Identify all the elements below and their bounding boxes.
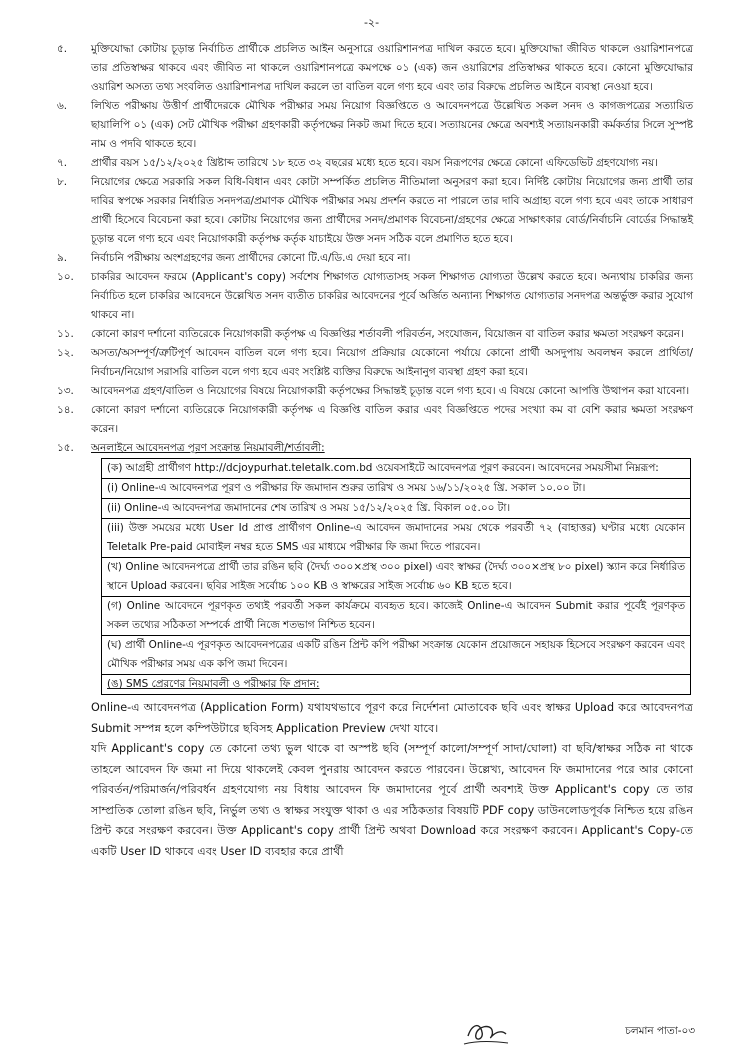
list-item: ১১. কোনো কারণ দর্শানো ব্যতিরেকে নিয়োগকারী কর্তৃপক্ষ এ বিজ্ঞপ্তির শর্তাবলী পরিবর্তন, সংযোজন, বিয়োজন বা বাতিল করার ক্ষমতা সংরক্ষণ করেন।: [57, 328, 684, 340]
online-rules-table: [57, 458, 693, 695]
paragraph: Online-এ আবেদনপত্র (Application Form) যথাযথভাবে পূরণ করে নির্দেশনা মোতাবেক ছবি এবং স্বাক্ষর Upload করে আবেদনপত্র Submit সম্পন্ন হলে কম্পিউটারে ছবিসহ Application Preview দেখা যাবে।: [91, 701, 693, 735]
item-text: অসত্য/অসম্পূর্ণ/ত্রুটিপূর্ণ আবেদন বাতিল বলে গণ্য হবে। নিয়োগ প্রক্রিয়ার যেকোনো পর্যায়ে কোনো প্রার্থী অসদুপায় অবলম্বন করলে প্রার্থিতা/নির্বাচন/নিয়োগ সরাসরি বাতিল বলে গণ্য হবে এবং সংশ্লিষ্ট ব্যক্তির বিরুদ্ধে আইনানুগ ব্যবস্থা গ্রহণ করা হবে।: [91, 347, 693, 378]
table-row: (iii) উক্ত সময়ের মধ্যে User Id প্রাপ্ত প্রার্থীগণ Online-এ আবেদন জমাদানের সময় থেকে পরবর্তী ৭২ (বাহাত্তর) ঘণ্টার মধ্যে যেকোন Teletalk Pre-paid মোবাইল নম্বর হতে SMS এর মাধ্যমে পরীক্ষার ফি জমা দিতে পারবেন।: [101, 518, 691, 557]
item-text: লিখিত পরীক্ষায় উত্তীর্ণ প্রার্থীদেরকে মৌখিক পরীক্ষার সময় নিয়োগ বিজ্ঞপ্তিতে ও আবেদনপত্রে উল্লেখিত সকল সনদ ও কাগজপত্রের সত্যায়িত ছায়ালিপি ০১ (এক) সেট মৌখিক পরীক্ষা গ্রহণকারী কর্তৃপক্ষের নিকট জমা দিতে হবে। সত্যায়নের ক্ষেত্রে অবশ্যই সত্যায়নকারী কর্মকর্তার সিলে সুস্পষ্ট নাম ও পদবি থাকতে হবে।: [91, 100, 693, 150]
table-row: (ঘ) প্রার্থী Online-এ পূরণকৃত আবেদনপত্রের একটি রঙিন প্রিন্ট কপি পরীক্ষা সংক্রান্ত যেকোন প্রয়োজনে সহায়ক হিসেবে সংরক্ষণ করবেন এবং মৌখিক পরীক্ষার সময় এক কপি জমা দিবেন।: [101, 635, 691, 674]
list-item: ৫. মুক্তিযোদ্ধা কোটায় চূড়ান্ত নির্বাচিত প্রার্থীকে প্রচলিত আইন অনুসারে ওয়ারিশানপত্র দাখিল করতে হবে। মুক্তিযোদ্ধা জীবিত থাকলে ওয়ারিশানপত্রে তার প্রতিস্বাক্ষর থাকবে এবং জীবিত না থাকলে ওয়ারিশানপত্রে কমপক্ষে ০১ (এক) জন ওয়ারিশের প্রতিস্বাক্ষর থাকতে হবে। কোনো মুক্তিযোদ্ধার ওয়ারিশ অসত্য তথ্য সংবলিত ওয়ারিশানপত্র দাখিল করলে তা বাতিল বলে গণ্য হবে এবং তার বিরুদ্ধে প্রচলিত আইনে ব্যবস্থা নেওয়া হবে।: [57, 43, 693, 93]
section-heading: অনলাইনে আবেদনপত্র পূরণ সংক্রান্ত নিয়মাবলী/শর্তাবলী:: [91, 442, 325, 454]
item-text: মুক্তিযোদ্ধা কোটায় চূড়ান্ত নির্বাচিত প্রার্থীকে প্রচলিত আইন অনুসারে ওয়ারিশানপত্র দাখিল করতে হবে। মুক্তিযোদ্ধা জীবিত থাকলে ওয়ারিশানপত্রে তার প্রতিস্বাক্ষর থাকবে এবং জীবিত না থাকলে ওয়ারিশানপত্রে কমপক্ষে ০১ (এক) জন ওয়ারিশের প্রতিস্বাক্ষর থাকতে হবে। কোনো মুক্তিযোদ্ধার ওয়ারিশ অসত্য তথ্য সংবলিত ওয়ারিশানপত্র দাখিল করলে তা বাতিল বলে গণ্য হবে এবং তার বিরুদ্ধে প্রচলিত আইনে ব্যবস্থা নেওয়া হবে।: [91, 43, 693, 93]
item-text: নিয়োগের ক্ষেত্রে সরকারি সকল বিধি-বিধান এবং কোটা সম্পর্কিত প্রচলিত নীতিমালা অনুসরণ করা হবে। নির্দিষ্ট কোটায় নিয়োগের জন্য প্রার্থী তার দাবির স্বপক্ষে সরকার নির্ধারিত সনদপত্র/প্রমাণক মৌখিক পরীক্ষার সময় প্রদর্শন করতে না পারলে তার দাবি অগ্রাহ্য বলে গণ্য হবে এবং তাকে সাধারণ প্রার্থী হিসেবে বিবেচনা করা হবে। কোটায় নিয়োগের জন্য প্রার্থীদের সনদ/প্রমাণক বিবেচনা/গ্রহণের ক্ষেত্রে সাক্ষাৎকার বোর্ড/নির্বাচনি বোর্ডের সিদ্ধান্তই চূড়ান্ত বলে গণ্য হবে এবং নিয়োগকারী কর্তৃপক্ষ কর্তৃক যাচাইয়ে উক্ত সনদ সঠিক বলে প্রমাণিত হতে হবে।: [91, 176, 693, 245]
list-item: ৯. নির্বাচনি পরীক্ষায় অংশগ্রহণের জন্য প্রার্থীদের কোনো টি.এ/ডি.এ দেয়া হবে না।: [57, 252, 411, 264]
document-body: [57, 40, 693, 862]
table-row: (ii) Online-এ আবেদনপত্র জমাদানের শেষ তারিখ ও সময় ১৫/১২/২০২৫ খ্রি. বিকাল ০৫.০০ টা।: [101, 498, 691, 518]
sms-heading: (ঙ) SMS প্রেরণের নিয়মাবলী ও পরীক্ষার ফি প্রদান:: [107, 678, 320, 690]
page-number: -২-: [363, 16, 380, 29]
table-row: (ক) আগ্রহী প্রার্থীগণ http://dcjoypurhat.teletalk.com.bd ওয়েবসাইটে আবেদনপত্র পূরণ করবেন। আবেদনের সময়সীমা নিম্নরূপ:: [101, 458, 691, 478]
item-text: কোনো কারণ দর্শানো ব্যতিরেকে নিয়োগকারী কর্তৃপক্ষ এ বিজ্ঞপ্তির শর্তাবলী পরিবর্তন, সংযোজন, বিয়োজন বা বাতিল করার ক্ষমতা সংরক্ষণ করেন।: [91, 328, 684, 340]
item-text: নির্বাচনি পরীক্ষায় অংশগ্রহণের জন্য প্রার্থীদের কোনো টি.এ/ডি.এ দেয়া হবে না।: [91, 252, 411, 264]
item-text: চাকরির আবেদন ফরমে (Applicant's copy) সর্বশেষ শিক্ষাগত যোগ্যতাসহ সকল শিক্ষাগত যোগ্যতা উল্লেখ করতে হবে। অন্যথায় চাকরির জন্য নির্বাচিত হলে চাকরির আবেদনে উল্লেখিত সনদ ব্যতীত চাকরির আবেদনের পূর্বে অর্জিত অন্যান্য শিক্ষাগত যোগ্যতার সনদপত্র অন্তর্ভুক্ত করার সুযোগ থাকবে না।: [91, 271, 693, 321]
list-item: ১২. অসত্য/অসম্পূর্ণ/ত্রুটিপূর্ণ আবেদন বাতিল বলে গণ্য হবে। নিয়োগ প্রক্রিয়ার যেকোনো পর্যায়ে কোনো প্রার্থী অসদুপায় অবলম্বন করলে প্রার্থিতা/নির্বাচন/নিয়োগ সরাসরি বাতিল বলে গণ্য হবে এবং সংশ্লিষ্ট ব্যক্তির বিরুদ্ধে আইনানুগ ব্যবস্থা গ্রহণ করা হবে।: [57, 347, 693, 378]
item-text: আবেদনপত্র গ্রহণ/বাতিল ও নিয়োগের বিষয়ে নিয়োগকারী কর্তৃপক্ষের সিদ্ধান্তই চূড়ান্ত বলে গণ্য হবে। এ বিষয়ে কোনো আপত্তি উত্থাপন করা যাবেনা।: [91, 385, 690, 397]
table-row: (খ) Online আবেদনপত্রে প্রার্থী তার রঙিন ছবি (দৈর্ঘ্য ৩০০×প্রস্থ ৩০০ pixel) এবং স্বাক্ষর (দৈর্ঘ্য ৩০০×প্রস্থ ৮০ pixel) স্ক্যান করে নির্ধারিত স্থানে Upload করবেন। ছবির সাইজ সর্বোচ্চ ১০০ KB ও স্বাক্ষরের সাইজ সর্বোচ্চ ৬০ KB হতে হবে।: [101, 557, 691, 596]
table-row: (i) Online-এ আবেদনপত্র পূরণ ও পরীক্ষার ফি জমাদান শুরুর তারিখ ও সময় ১৬/১১/২০২৫ খ্রি. সকাল ১০.০০ টা।: [101, 478, 691, 498]
list-item: ৮. নিয়োগের ক্ষেত্রে সরকারি সকল বিধি-বিধান এবং কোটা সম্পর্কিত প্রচলিত নীতিমালা অনুসরণ করা হবে। নির্দিষ্ট কোটায় নিয়োগের জন্য প্রার্থী তার দাবির স্বপক্ষে সরকার নির্ধারিত সনদপত্র/প্রমাণক মৌখিক পরীক্ষার সময় প্রদর্শন করতে না পারলে তার দাবি অগ্রাহ্য বলে গণ্য হবে এবং তাকে সাধারণ প্রার্থী হিসেবে বিবেচনা করা হবে। কোটায় নিয়োগের জন্য প্রার্থীদের সনদ/প্রমাণক বিবেচনা/গ্রহণের ক্ষেত্রে সাক্ষাৎকার বোর্ড/নির্বাচনি বোর্ডের সিদ্ধান্তই চূড়ান্ত বলে গণ্য হবে এবং নিয়োগকারী কর্তৃপক্ষ কর্তৃক যাচাইয়ে উক্ত সনদ সঠিক বলে প্রমাণিত হতে হবে।: [57, 176, 693, 245]
signature: [462, 1014, 510, 1050]
item-text: প্রার্থীর বয়স ১৫/১২/২০২৫ খ্রিষ্টাব্দ তারিখে ১৮ হতে ৩২ বছরের মধ্যে হতে হবে। বয়স নিরূপণের ক্ষেত্রে কোনো এফিডেভিট গ্রহণযোগ্য নয়।: [91, 157, 658, 169]
table-row: (গ) Online আবেদনে পূরণকৃত তথ্যই পরবর্তী সকল কার্যক্রমে ব্যবহৃত হবে। কাজেই Online-এ আবেদন Submit করার পূর্বেই পূরণকৃত সকল তথ্যের সঠিকতা সম্পর্কে প্রার্থী নিজে শতভাগ নিশ্চিত হবেন।: [101, 596, 691, 635]
list-item: ১০. চাকরির আবেদন ফরমে (Applicant's copy) সর্বশেষ শিক্ষাগত যোগ্যতাসহ সকল শিক্ষাগত যোগ্যতা উল্লেখ করতে হবে। অন্যথায় চাকরির জন্য নির্বাচিত হলে চাকরির আবেদনে উল্লেখিত সনদ ব্যতীত চাকরির আবেদনের পূর্বে অর্জিত অন্যান্য শিক্ষাগত যোগ্যতার সনদপত্র অন্তর্ভুক্ত করার সুযোগ থাকবে না।: [57, 271, 693, 321]
paragraph: যদি Applicant's copy তে কোনো তথ্য ভুল থাকে বা অস্পষ্ট ছবি (সম্পূর্ণ কালো/সম্পূর্ণ সাদা/ঘোলা) বা ছবি/স্বাক্ষর সঠিক না থাকে তাহলে আবেদন ফি জমা না দিয়ে থাকলেই কেবল পুনরায় আবেদন করতে পারবেন। উল্লেখ্য, আবেদন ফি জমাদানের পরে আর কোনো পরিবর্তন/পরিমার্জন/পরিবর্ধন গ্রহণযোগ্য নয় বিধায় আবেদন ফি জমাদানের পূর্বে প্রার্থী অবশ্যই উক্ত Applicant's copy তে তার সাম্প্রতিক তোলা রঙিন ছবি, নির্ভুল তথ্য ও স্বাক্ষর সংযুক্ত থাকা ও এর সঠিকতার বিষয়টি PDF copy ডাউনলোডপূর্বক নিশ্চিত হয়ে রঙিন প্রিন্ট করে সংরক্ষণ করবেন। উক্ত Applicant's copy প্রার্থী প্রিন্ট অথবা Download করে সংরক্ষণ করবেন। Applicant's Copy-তে একটি User ID থাকবে এবং User ID ব্যবহার করে প্রার্থী: [91, 742, 693, 858]
list-item: ৭. প্রার্থীর বয়স ১৫/১২/২০২৫ খ্রিষ্টাব্দ তারিখে ১৮ হতে ৩২ বছরের মধ্যে হতে হবে। বয়স নিরূপণের ক্ষেত্রে কোনো এফিডেভিট গ্রহণযোগ্য নয়।: [57, 157, 658, 169]
online-section-heading: ১৫. অনলাইনে আবেদনপত্র পূরণ সংক্রান্ত নিয়মাবলী/শর্তাবলী:: [57, 442, 325, 454]
item-text: কোনো কারণ দর্শানো ব্যতিরেকে নিয়োগকারী কর্তৃপক্ষ এ বিজ্ঞপ্তি বাতিল করার এবং বিজ্ঞপ্তিতে পদের সংখ্যা কম বা বেশি করার ক্ষমতা সংরক্ষণ করেন।: [91, 404, 693, 435]
table-row: [101, 674, 691, 695]
list-item: ৬. লিখিত পরীক্ষায় উত্তীর্ণ প্রার্থীদেরকে মৌখিক পরীক্ষার সময় নিয়োগ বিজ্ঞপ্তিতে ও আবেদনপত্রে উল্লেখিত সকল সনদ ও কাগজপত্রের সত্যায়িত ছায়ালিপি ০১ (এক) সেট মৌখিক পরীক্ষা গ্রহণকারী কর্তৃপক্ষের নিকট জমা দিতে হবে। সত্যায়নের ক্ষেত্রে অবশ্যই সত্যায়নকারী কর্মকর্তার সিলে সুস্পষ্ট নাম ও পদবি থাকতে হবে।: [57, 100, 693, 150]
list-item: ১৪. কোনো কারণ দর্শানো ব্যতিরেকে নিয়োগকারী কর্তৃপক্ষ এ বিজ্ঞপ্তি বাতিল করার এবং বিজ্ঞপ্তিতে পদের সংখ্যা কম বা বেশি করার ক্ষমতা সংরক্ষণ করেন।: [57, 404, 693, 435]
continued-page-label: চলমান পাতা-০৩: [625, 1025, 695, 1037]
list-item: ১৩. আবেদনপত্র গ্রহণ/বাতিল ও নিয়োগের বিষয়ে নিয়োগকারী কর্তৃপক্ষের সিদ্ধান্তই চূড়ান্ত বলে গণ্য হবে। এ বিষয়ে কোনো আপত্তি উত্থাপন করা যাবেনা।: [57, 385, 690, 397]
